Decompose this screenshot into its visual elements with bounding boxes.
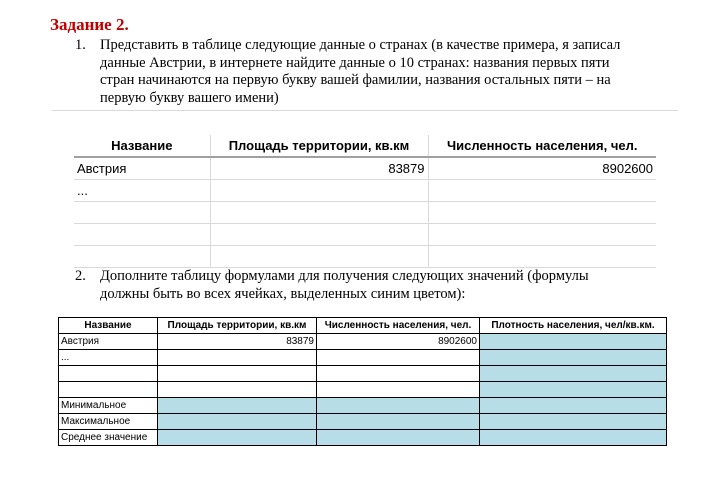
table-row bbox=[74, 224, 656, 246]
cell-population bbox=[428, 246, 656, 268]
instruction-1-line: данные Австрии, в интернете найдите данные о 10 странах: названия первых пяти bbox=[100, 54, 610, 71]
cell-name bbox=[74, 202, 210, 224]
cell-density-formula bbox=[480, 334, 667, 350]
cell-name: ... bbox=[59, 350, 158, 366]
cell-area bbox=[210, 246, 428, 268]
cell-min-label: Минимальное bbox=[59, 398, 158, 414]
cell-name bbox=[59, 382, 158, 398]
instruction-1-text bbox=[100, 37, 620, 107]
cell-population bbox=[317, 366, 480, 382]
cell-avg-population-formula bbox=[317, 430, 480, 446]
cell-density-formula bbox=[480, 382, 667, 398]
instruction-1-line: стран начинаются на первую букву вашей фамилии, названия остальных пяти – на bbox=[100, 72, 611, 88]
cell-area bbox=[158, 382, 317, 398]
table-row-max bbox=[59, 414, 667, 430]
cell-population: 8902600 bbox=[317, 334, 480, 350]
instruction-1-line: первую букву вашего имени) bbox=[100, 89, 279, 106]
header-area: Площадь территории, кв.км bbox=[158, 318, 317, 334]
table-row bbox=[74, 180, 656, 202]
instruction-1-line: Представить в таблице следующие данные о странах (в качестве примера, я записал bbox=[100, 37, 621, 53]
cell-max-density-formula bbox=[480, 414, 667, 430]
cell-avg-area-formula bbox=[158, 430, 317, 446]
instruction-2-line: должны быть во всех ячейках, выделенных синим цветом): bbox=[100, 285, 466, 302]
header-population: Численность населения, чел. bbox=[317, 318, 480, 334]
cell-name: Австрия bbox=[59, 334, 158, 350]
table-header-row bbox=[59, 318, 667, 334]
table-row bbox=[74, 246, 656, 268]
cell-population bbox=[428, 180, 656, 202]
header-name: Название bbox=[59, 318, 158, 334]
table-row-average bbox=[59, 430, 667, 446]
instruction-1-number: 1. bbox=[75, 37, 86, 53]
instruction-2-text bbox=[100, 268, 589, 303]
header-population: Численность населения, чел. bbox=[428, 135, 656, 157]
table-row bbox=[74, 157, 656, 180]
cell-area: 83879 bbox=[158, 334, 317, 350]
cell-population bbox=[317, 382, 480, 398]
cell-area: 83879 bbox=[210, 157, 428, 180]
cell-area bbox=[210, 180, 428, 202]
cell-density-formula bbox=[480, 350, 667, 366]
table-header-row bbox=[74, 135, 656, 157]
cell-name bbox=[59, 366, 158, 382]
cell-name: Австрия bbox=[74, 157, 210, 180]
table-row bbox=[59, 382, 667, 398]
cell-min-density-formula bbox=[480, 398, 667, 414]
header-density: Плотность населения, чел/кв.км. bbox=[480, 318, 667, 334]
cell-population bbox=[428, 224, 656, 246]
table-row bbox=[59, 350, 667, 366]
header-name: Название bbox=[74, 135, 210, 157]
instruction-1 bbox=[75, 37, 695, 109]
task-title: Задание 2. bbox=[50, 15, 129, 34]
cell-name: ... bbox=[74, 180, 210, 202]
cell-min-area-formula bbox=[158, 398, 317, 414]
cell-max-area-formula bbox=[158, 414, 317, 430]
cell-area bbox=[158, 350, 317, 366]
cell-area bbox=[210, 202, 428, 224]
cell-name bbox=[74, 246, 210, 268]
cell-average-label: Среднее значение bbox=[59, 430, 158, 446]
country-table bbox=[74, 135, 656, 268]
table-row-min bbox=[59, 398, 667, 414]
table-row bbox=[59, 334, 667, 350]
instruction-2-line: Дополните таблицу формулами для получения следующих значений (формулы bbox=[100, 268, 589, 284]
cell-population bbox=[317, 350, 480, 366]
cell-max-population-formula bbox=[317, 414, 480, 430]
table-row bbox=[59, 366, 667, 382]
instruction-2-number: 2. bbox=[75, 268, 86, 284]
cell-population bbox=[428, 202, 656, 224]
cell-avg-density-formula bbox=[480, 430, 667, 446]
formula-table bbox=[58, 317, 667, 446]
cell-min-population-formula bbox=[317, 398, 480, 414]
instruction-2 bbox=[75, 268, 695, 304]
cell-area bbox=[158, 366, 317, 382]
excel-grid-1 bbox=[52, 110, 678, 256]
header-area: Площадь территории, кв.км bbox=[210, 135, 428, 157]
cell-area bbox=[210, 224, 428, 246]
cell-max-label: Максимальное bbox=[59, 414, 158, 430]
cell-population: 8902600 bbox=[428, 157, 656, 180]
table-row bbox=[74, 202, 656, 224]
cell-name bbox=[74, 224, 210, 246]
cell-density-formula bbox=[480, 366, 667, 382]
